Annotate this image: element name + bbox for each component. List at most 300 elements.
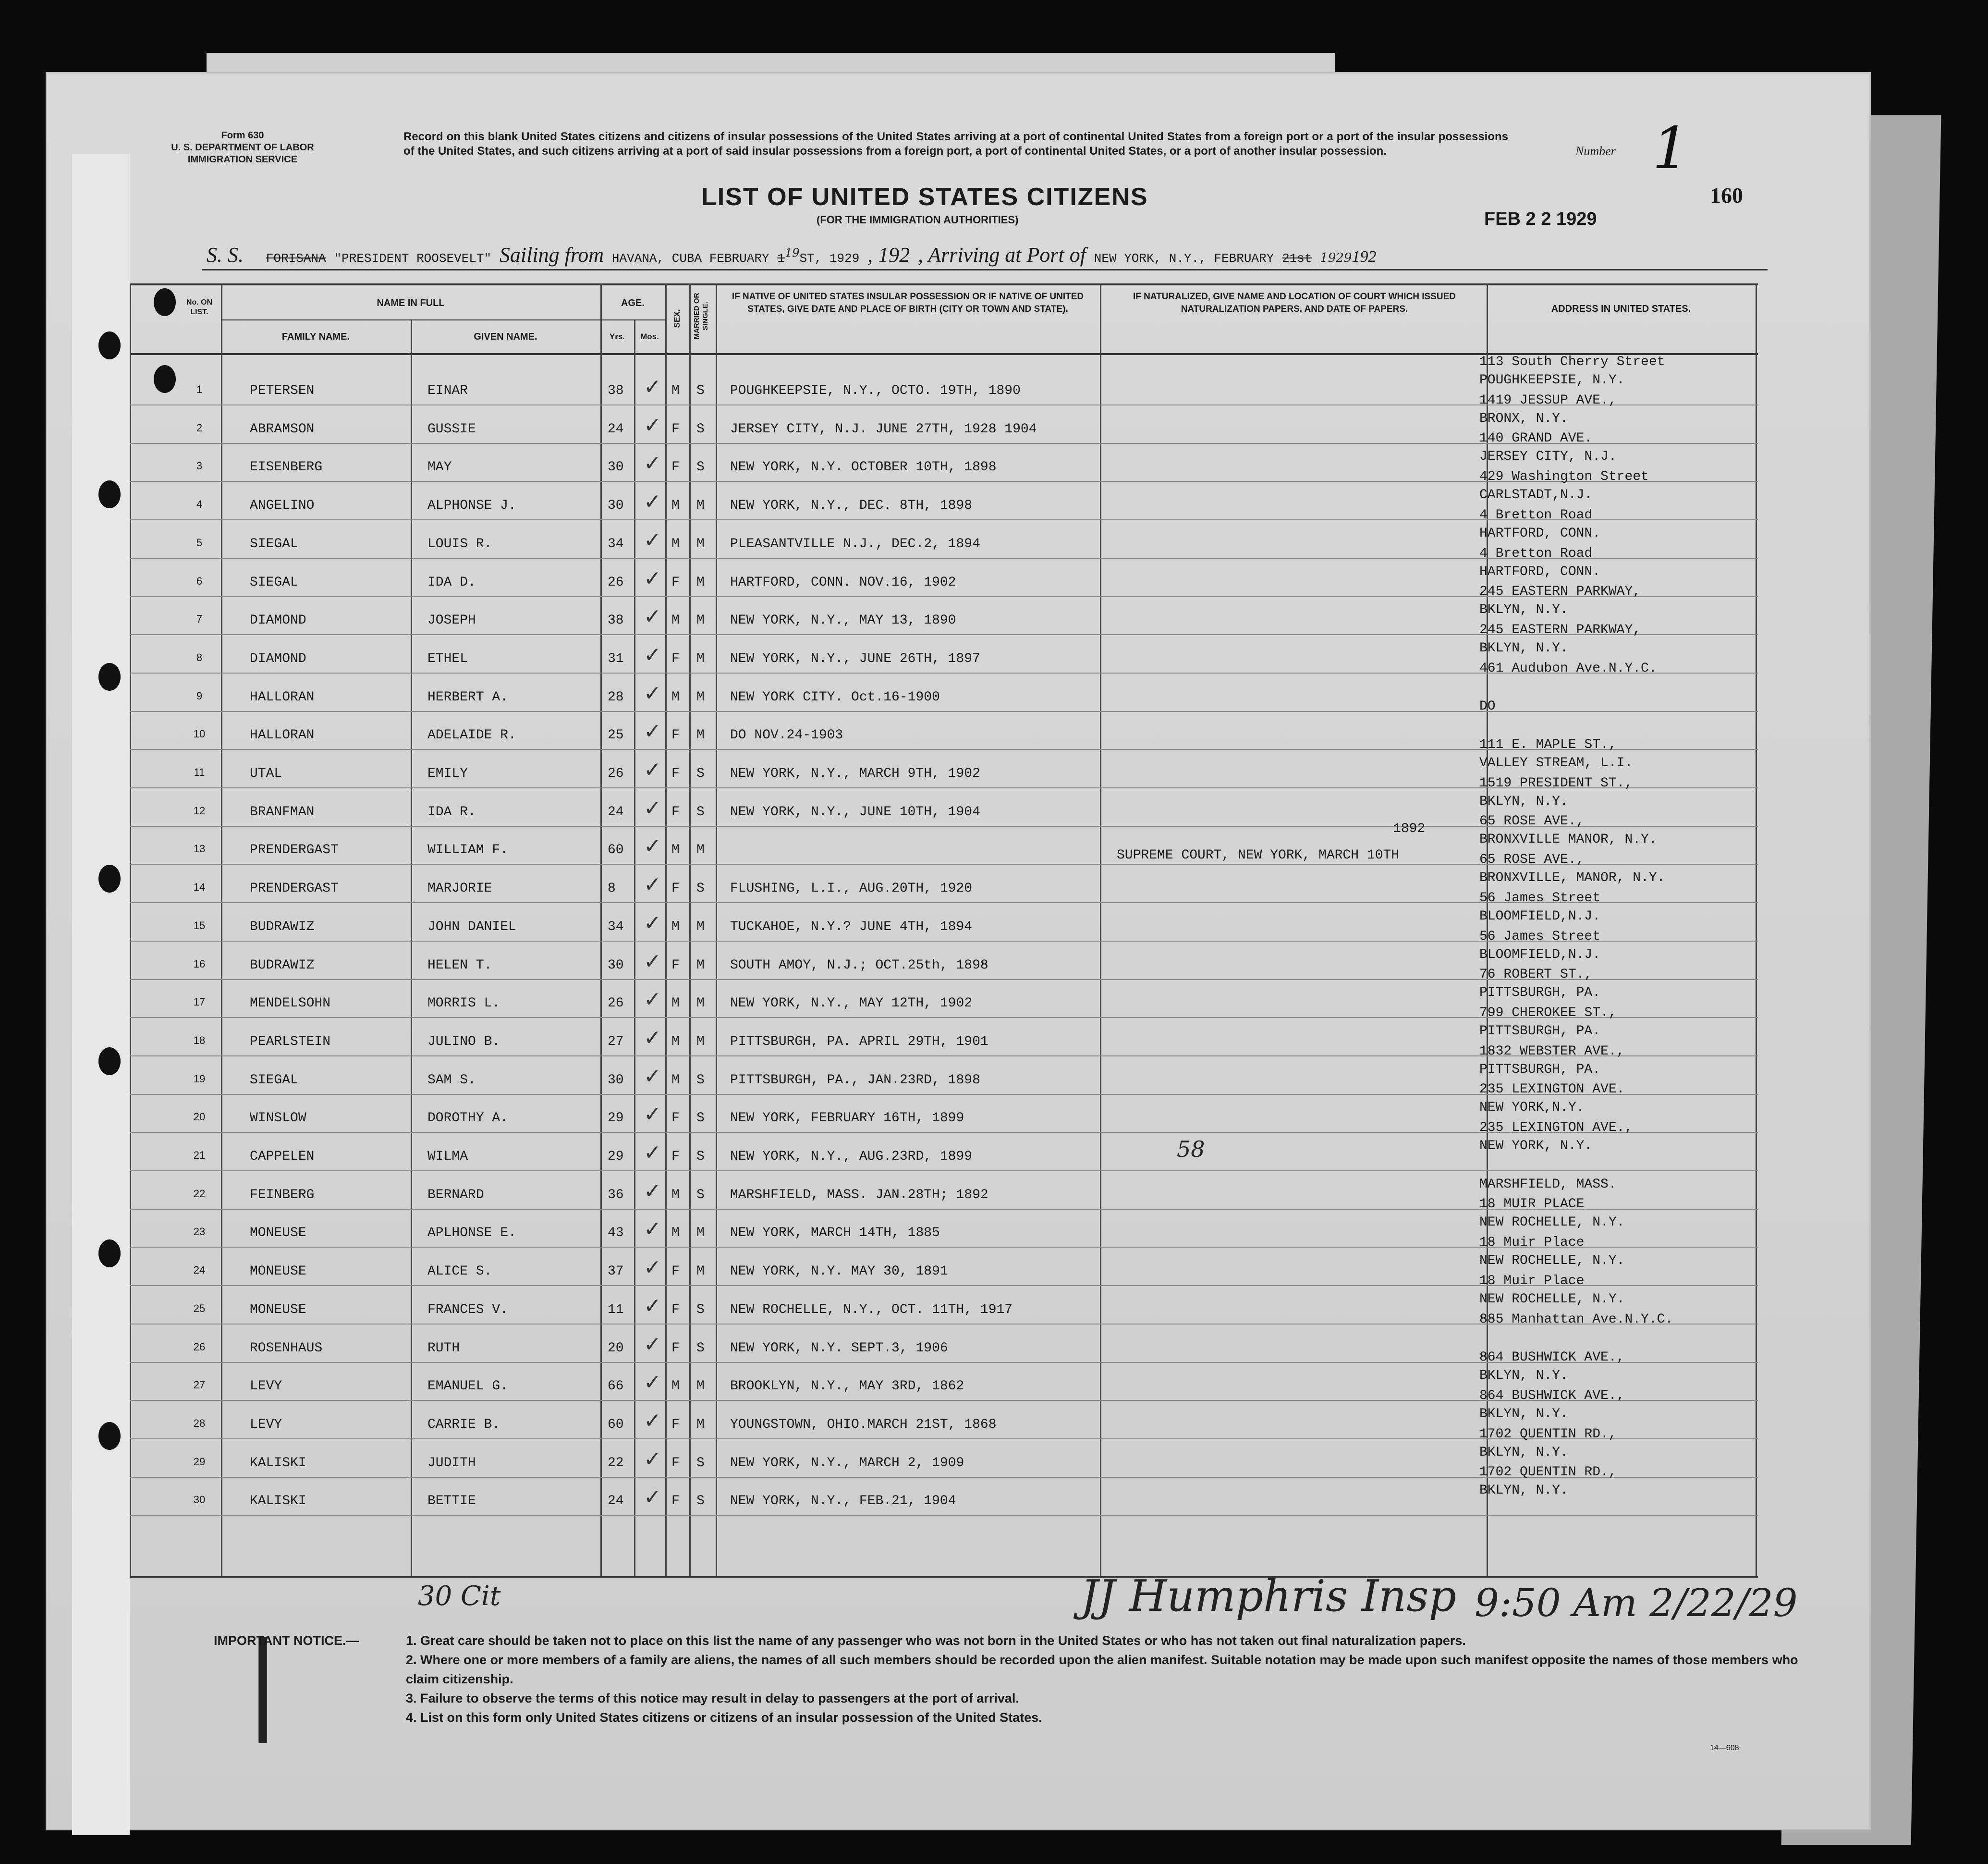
sex: F — [671, 957, 680, 973]
service: IMMIGRATION SERVICE — [187, 154, 298, 165]
check-mark-icon: ✓ — [644, 987, 661, 1012]
family-name: MONEUSE — [250, 1226, 306, 1241]
address-line-1: 799 CHEROKEE ST., — [1479, 1005, 1617, 1020]
sailing-day-struck: 1 — [777, 251, 785, 266]
marital-status: M — [696, 996, 705, 1011]
address-line-1: 18 Muir Place — [1479, 1235, 1585, 1251]
family-name: DIAMOND — [250, 651, 306, 666]
header-yrs: Yrs. — [609, 332, 625, 341]
age-years: 29 — [608, 1111, 624, 1126]
age-years: 30 — [608, 1072, 624, 1088]
birth-date-place: NEW YORK, N.Y. SEPT.3, 1906 — [730, 1340, 948, 1356]
check-mark-icon: ✓ — [644, 1102, 661, 1127]
birth-date-place: PITTSBURGH, PA. APRIL 29TH, 1901 — [730, 1034, 988, 1049]
address-line-2: PITTSBURGH, PA. — [1479, 1062, 1601, 1077]
given-name: EMILY — [427, 766, 468, 781]
sex: F — [671, 728, 680, 743]
given-name: FRANCES V. — [427, 1302, 509, 1317]
list-number: 1 — [1652, 115, 1689, 182]
birth-date-place: TUCKAHOE, N.Y.? JUNE 4TH, 1894 — [730, 919, 973, 934]
given-name: ALPHONSE J. — [427, 498, 516, 514]
row-number: 12 — [193, 804, 206, 817]
marital-status: S — [696, 1494, 705, 1509]
birth-date-place: NEW YORK, N.Y., MARCH 9TH, 1902 — [730, 766, 980, 781]
marital-status: S — [696, 804, 705, 820]
citizen-count-handwritten: 30 Cit — [418, 1581, 501, 1612]
check-mark-icon: ✓ — [644, 1332, 661, 1357]
row-number: 28 — [193, 1417, 206, 1429]
sex: F — [671, 766, 680, 781]
address-line-1: 113 South Cherry Street — [1479, 355, 1665, 369]
check-mark-icon: ✓ — [644, 1140, 661, 1165]
sex: F — [671, 1455, 680, 1471]
age-years: 60 — [608, 1417, 624, 1432]
family-name: SIEGAL — [250, 1072, 298, 1088]
punch-hole — [98, 1047, 121, 1075]
check-mark-icon: ✓ — [644, 527, 661, 552]
sex: F — [671, 575, 680, 590]
table-top-rule — [130, 283, 1758, 285]
sex: F — [671, 1340, 680, 1356]
marital-status: M — [696, 1379, 705, 1394]
sex: F — [671, 1302, 680, 1317]
address-line-1: 1702 QUENTIN RD., — [1479, 1465, 1617, 1480]
row-number: 26 — [193, 1340, 206, 1353]
birth-date-place: NEW YORK, N.Y., MAY 12TH, 1902 — [730, 996, 973, 1011]
address-line-2: BKLYN, N.Y. — [1479, 1445, 1568, 1460]
header-birth: IF NATIVE OF UNITED STATES INSULAR POSSESSION OR IF NATIVE OF UNITED STATES, GIVE DATE AND PLACE OF BIRTH (CITY OR TOWN AND STATE). — [732, 292, 1084, 314]
address-line-1: 4 Bretton Road — [1479, 546, 1593, 561]
col-divider — [716, 283, 717, 1576]
address-line-2: NEW ROCHELLE, N.Y. — [1479, 1253, 1625, 1269]
check-mark-icon: ✓ — [644, 1025, 661, 1050]
title-rule — [202, 269, 1768, 270]
age-years: 26 — [608, 766, 624, 781]
address-line-2: PITTSBURGH, PA. — [1479, 985, 1601, 1001]
age-years: 30 — [608, 460, 624, 475]
marital-status: M — [696, 1226, 705, 1241]
check-mark-icon: ✓ — [644, 1408, 661, 1433]
sex: F — [671, 1111, 680, 1126]
row-number: 30 — [193, 1494, 206, 1506]
address-line-2: BKLYN, N.Y. — [1479, 602, 1568, 618]
sex: F — [671, 460, 680, 475]
marital-status: M — [696, 728, 705, 743]
address-line-1: 1702 QUENTIN RD., — [1479, 1426, 1617, 1442]
address-line-1: DO — [1479, 699, 1496, 714]
header-no: No. ON LIST. — [186, 298, 213, 316]
address-line-2: NEW ROCHELLE, N.Y. — [1479, 1291, 1625, 1307]
sailing-from: HAVANA, CUBA FEBRUARY — [611, 251, 769, 266]
row-number: 8 — [196, 651, 203, 663]
address-line-2: JERSEY CITY, N.J. — [1479, 449, 1617, 465]
marital-status: S — [696, 1340, 705, 1356]
row-number: 9 — [196, 689, 203, 702]
sex: F — [671, 651, 680, 666]
birth-date-place: BROOKLYN, N.Y., MAY 3RD, 1862 — [730, 1379, 964, 1394]
age-years: 28 — [608, 689, 624, 705]
family-name: SIEGAL — [250, 536, 298, 552]
number-label: Number — [1575, 144, 1616, 158]
marital-status: M — [696, 498, 705, 514]
address-line-2: NEW ROCHELLE, N.Y. — [1479, 1215, 1625, 1230]
row-number: 10 — [193, 728, 206, 740]
family-name: FEINBERG — [250, 1187, 315, 1202]
family-name: BRANFMAN — [250, 804, 315, 820]
family-name: CAPPELEN — [250, 1149, 315, 1164]
given-name: HELEN T. — [427, 957, 492, 973]
check-mark-icon: ✓ — [644, 490, 661, 515]
birth-date-place: FLUSHING, L.I., AUG.20TH, 1920 — [730, 881, 973, 896]
age-years: 43 — [608, 1226, 624, 1241]
punch-hole — [98, 480, 121, 508]
birth-date-place: NEW YORK CITY. Oct.16-1900 — [730, 689, 940, 705]
given-name: CARRIE B. — [427, 1417, 500, 1432]
family-name: HALLORAN — [250, 689, 315, 705]
family-name: PRENDERGAST — [250, 843, 339, 858]
row-number: 22 — [193, 1187, 206, 1200]
sex: M — [671, 1187, 680, 1202]
sex: F — [671, 1417, 680, 1432]
notice-items — [406, 1631, 1799, 1727]
check-mark-icon: ✓ — [644, 1255, 661, 1280]
punch-hole — [154, 365, 176, 393]
header-address: ADDRESS IN UNITED STATES. — [1551, 304, 1691, 314]
sex: M — [671, 383, 680, 398]
check-mark-icon: ✓ — [644, 375, 661, 399]
row-number: 6 — [196, 575, 203, 587]
given-name: WILLIAM F. — [427, 843, 509, 858]
date-stamp: FEB 2 2 1929 — [1484, 209, 1597, 229]
sex: F — [671, 1149, 680, 1164]
page-number: 160 — [1710, 183, 1743, 208]
given-name: MARJORIE — [427, 881, 492, 896]
address-line-1: 4 Bretton Road — [1479, 507, 1593, 523]
address-line-1: 864 BUSHWICK AVE., — [1479, 1350, 1625, 1365]
col-divider — [665, 283, 667, 1576]
age-years: 38 — [608, 613, 624, 628]
birth-date-place: NEW ROCHELLE, N.Y., OCT. 11TH, 1917 — [730, 1302, 1013, 1317]
family-name: MONEUSE — [250, 1302, 306, 1317]
address-line-1: 235 LEXINGTON AVE. — [1479, 1082, 1625, 1097]
form-header — [139, 130, 346, 166]
age-years: 22 — [608, 1455, 624, 1471]
age-years: 60 — [608, 843, 624, 858]
age-years: 25 — [608, 728, 624, 743]
marital-status: S — [696, 1455, 705, 1471]
check-mark-icon: ✓ — [644, 566, 661, 591]
col-divider — [411, 319, 412, 1576]
inspector-signature: JJ Humphris Insp — [1081, 1571, 1457, 1621]
marital-status: S — [696, 881, 705, 896]
age-years: 66 — [608, 1379, 624, 1394]
family-name: SIEGAL — [250, 575, 298, 590]
birth-date-place: DO NOV.24-1903 — [730, 728, 843, 743]
row-number: 1 — [196, 383, 203, 395]
arriving-port: NEW YORK, N.Y., FEBRUARY — [1094, 251, 1274, 266]
family-name: KALISKI — [250, 1455, 306, 1471]
col-divider — [221, 283, 222, 1576]
header-married: MARRIED OR SINGLE. — [693, 293, 709, 340]
check-mark-icon: ✓ — [644, 910, 661, 935]
row-number: 11 — [194, 766, 205, 778]
row-number: 16 — [193, 957, 206, 970]
check-mark-icon: ✓ — [644, 949, 661, 974]
address-line-2: CARLSTADT,N.J. — [1479, 488, 1593, 503]
marital-status: M — [696, 613, 705, 628]
given-name: GUSSIE — [427, 421, 476, 437]
row-number: 7 — [196, 613, 203, 625]
sex: M — [671, 1226, 680, 1241]
address-line-2: HARTFORD, CONN. — [1479, 564, 1601, 579]
age-years: 38 — [608, 383, 624, 398]
age-years: 24 — [608, 421, 624, 437]
given-name: JOHN DANIEL — [427, 919, 516, 934]
row-number: 13 — [193, 843, 206, 855]
naturalization-court: SUPREME COURT, NEW YORK, MARCH 10TH — [1117, 848, 1400, 863]
address-line-2: BKLYN, N.Y. — [1479, 794, 1568, 809]
birth-date-place: PITTSBURGH, PA., JAN.23RD, 1898 — [730, 1072, 980, 1088]
header-naturalized: IF NATURALIZED, GIVE NAME AND LOCATION OF COURT WHICH ISSUED NATURALIZATION PAPERS, AND DATE OF PAPERS. — [1133, 292, 1456, 314]
given-name: IDA R. — [427, 804, 476, 820]
family-name: ANGELINO — [250, 498, 315, 514]
sex: F — [671, 1494, 680, 1509]
age-years: 36 — [608, 1187, 624, 1202]
birth-date-place: YOUNGSTOWN, OHIO.MARCH 21ST, 1868 — [730, 1417, 997, 1432]
family-name: BUDRAWIZ — [250, 919, 315, 934]
page-subtitle: (FOR THE IMMIGRATION AUTHORITIES) — [817, 214, 1019, 226]
address-line-2: BKLYN, N.Y. — [1479, 1368, 1568, 1384]
col-divider — [1756, 283, 1757, 1576]
marital-status: M — [696, 1417, 705, 1432]
header-mos: Mos. — [640, 332, 659, 341]
row-number: 2 — [196, 421, 203, 434]
marital-status: S — [696, 1302, 705, 1317]
family-name: LEVY — [250, 1379, 282, 1394]
given-name: WILMA — [427, 1149, 468, 1164]
given-name: MORRIS L. — [427, 996, 500, 1011]
birth-date-place: NEW YORK, FEBRUARY 16TH, 1899 — [730, 1111, 964, 1126]
check-mark-icon: ✓ — [644, 834, 661, 859]
arriving-label: , Arriving at Port of — [917, 243, 1086, 267]
sailing-day-rest: ST, 1929 — [799, 251, 860, 266]
birth-date-place: NEW YORK, N.Y., FEB.21, 1904 — [730, 1494, 956, 1509]
check-mark-icon: ✓ — [644, 1293, 661, 1318]
check-mark-icon: ✓ — [644, 1485, 661, 1510]
check-mark-icon: ✓ — [644, 872, 661, 897]
col-divider — [1100, 283, 1101, 1576]
age-years: 8 — [608, 881, 616, 896]
address-line-1: 65 ROSE AVE., — [1479, 814, 1585, 829]
address-line-2: BLOOMFIELD,N.J. — [1479, 947, 1601, 962]
age-years: 29 — [608, 1149, 624, 1164]
check-mark-icon: ✓ — [644, 1447, 661, 1472]
age-years: 11 — [608, 1302, 624, 1317]
address-line-1: 245 EASTERN PARKWAY, — [1479, 622, 1641, 638]
address-line-1: 864 BUSHWICK AVE., — [1479, 1388, 1625, 1403]
printer-mark: 14—608 — [1710, 1744, 1739, 1752]
family-name: PRENDERGAST — [250, 881, 339, 896]
family-name: DIAMOND — [250, 613, 306, 628]
family-name: ROSENHAUS — [250, 1340, 323, 1356]
marital-status: M — [696, 957, 705, 973]
header-age: AGE. — [621, 298, 645, 308]
marital-status: S — [696, 1149, 705, 1164]
address-line-1: 76 ROBERT ST., — [1479, 967, 1593, 982]
row-number: 17 — [193, 996, 206, 1008]
notice-label: IMPORTANT NOTICE.— — [214, 1633, 359, 1648]
page-title: LIST OF UNITED STATES CITIZENS — [701, 183, 1148, 211]
notice-item-3: 3. Failure to observe the terms of this notice may result in delay to passengers at the port of arrival. — [406, 1691, 1019, 1705]
marital-status: S — [696, 1111, 705, 1126]
check-mark-icon: ✓ — [644, 681, 661, 706]
punch-hole — [154, 288, 176, 316]
given-name: HERBERT A. — [427, 689, 509, 705]
age-years: 26 — [608, 575, 624, 590]
check-mark-icon: ✓ — [644, 451, 661, 476]
family-name: LEVY — [250, 1417, 282, 1432]
marital-status: M — [696, 575, 705, 590]
punch-hole — [98, 1422, 121, 1450]
address-line-1: 885 Manhattan Ave.N.Y.C. — [1479, 1312, 1673, 1327]
check-mark-icon: ✓ — [644, 642, 661, 667]
address-line-2: VALLEY STREAM, L.I. — [1479, 756, 1633, 771]
given-name: ETHEL — [427, 651, 468, 666]
given-name: BETTIE — [427, 1494, 476, 1509]
margin-count: 58 — [1177, 1136, 1205, 1162]
marital-status: S — [696, 766, 705, 781]
arriving-year: 1929 — [1320, 251, 1352, 265]
family-name: PEARLSTEIN — [250, 1034, 331, 1049]
check-mark-icon: ✓ — [644, 796, 661, 821]
check-mark-icon: ✓ — [644, 1370, 661, 1395]
header-given: GIVEN NAME. — [474, 331, 537, 342]
age-years: 31 — [608, 651, 624, 666]
family-name: HALLORAN — [250, 728, 315, 743]
sex: M — [671, 843, 680, 858]
row-number: 19 — [193, 1072, 206, 1085]
address-line-1: 1419 JESSUP AVE., — [1479, 392, 1617, 408]
given-name: EMANUEL G. — [427, 1379, 509, 1394]
sex: M — [671, 919, 680, 934]
marital-status: M — [696, 689, 705, 705]
address-line-2: BKLYN, N.Y. — [1479, 1483, 1568, 1498]
row-number: 25 — [193, 1302, 206, 1314]
family-name: KALISKI — [250, 1494, 306, 1509]
row-number: 27 — [193, 1379, 206, 1391]
check-mark-icon: ✓ — [644, 1178, 661, 1203]
sex: M — [671, 498, 680, 514]
age-years: 30 — [608, 498, 624, 514]
given-name: MAY — [427, 460, 452, 475]
address-line-2: PITTSBURGH, PA. — [1479, 1023, 1601, 1039]
given-name: DOROTHY A. — [427, 1111, 509, 1126]
birth-date-place: NEW YORK, MARCH 14TH, 1885 — [730, 1226, 940, 1241]
address-line-1: 56 James Street — [1479, 929, 1601, 944]
voyage-line — [207, 243, 1376, 267]
birth-date-place: NEW YORK, N.Y., AUG.23RD, 1899 — [730, 1149, 973, 1164]
row-number: 14 — [193, 881, 206, 894]
col-divider — [130, 283, 131, 1576]
row-divider — [130, 711, 1758, 712]
family-name: EISENBERG — [250, 460, 323, 475]
arriving-tail: 192 — [1352, 248, 1377, 266]
check-mark-icon: ✓ — [644, 413, 661, 438]
row-number: 18 — [193, 1034, 206, 1046]
marital-status: M — [696, 843, 705, 858]
given-name: SAM S. — [427, 1072, 476, 1088]
sex: M — [671, 1072, 680, 1088]
family-name: MONEUSE — [250, 1264, 306, 1279]
sex: F — [671, 421, 680, 437]
address-line-2: BRONX, N.Y. — [1479, 411, 1568, 426]
birth-date-place: NEW YORK, N.Y. MAY 30, 1891 — [730, 1264, 948, 1279]
marital-status: S — [696, 1072, 705, 1088]
family-name: BUDRAWIZ — [250, 957, 315, 973]
given-name: JULINO B. — [427, 1034, 500, 1049]
birth-date-place: NEW YORK, N.Y., MAY 13, 1890 — [730, 613, 956, 628]
marital-status: M — [696, 919, 705, 934]
birth-date-place: NEW YORK, N.Y., JUNE 26TH, 1897 — [730, 651, 980, 666]
address-line-1: 429 Washington Street — [1479, 469, 1649, 485]
ship-name: "PRESIDENT ROOSEVELT" — [334, 251, 492, 266]
marital-status: M — [696, 651, 705, 666]
age-years: 20 — [608, 1340, 624, 1356]
given-name: EINAR — [427, 383, 468, 398]
address-line-1: 18 MUIR PLACE — [1479, 1197, 1585, 1212]
sex: M — [671, 1379, 680, 1394]
marital-status: M — [696, 536, 705, 552]
marital-status: S — [696, 460, 705, 475]
birth-date-place: MARSHFIELD, MASS. JAN.28TH; 1892 — [730, 1187, 988, 1202]
age-years: 37 — [608, 1264, 624, 1279]
address-line-2: NEW YORK, N.Y. — [1479, 1139, 1593, 1153]
family-name: WINSLOW — [250, 1111, 306, 1126]
margin-slash: | — [245, 1620, 281, 1743]
notice-item-1: 1. Great care should be taken not to place on this list the name of any passenger who was not born in the United States or who has not taken out final naturalization papers. — [406, 1633, 1466, 1648]
family-name: MENDELSOHN — [250, 996, 331, 1011]
row-number: 29 — [193, 1455, 206, 1468]
row-number: 24 — [193, 1264, 206, 1276]
punch-hole — [98, 331, 121, 359]
address-line-1: 140 GRAND AVE. — [1479, 431, 1593, 446]
row-number: 23 — [193, 1226, 206, 1238]
given-name: LOUIS R. — [427, 536, 492, 552]
sex: M — [671, 536, 680, 552]
given-name: RUTH — [427, 1340, 460, 1356]
address-line-1: 461 Audubon Ave.N.Y.C. — [1479, 661, 1657, 676]
sex: M — [671, 613, 680, 628]
address-line-1: 18 Muir Place — [1479, 1273, 1585, 1288]
sailing-label: Sailing from — [499, 243, 604, 267]
inspection-time: 9:50 Am 2/22/29 — [1475, 1581, 1798, 1625]
marital-status: M — [696, 1034, 705, 1049]
birth-date-place: NEW YORK, N.Y. OCTOBER 10TH, 1898 — [730, 460, 997, 475]
address-line-1: 245 EASTERN PARKWAY, — [1479, 584, 1641, 600]
family-name: ABRAMSON — [250, 421, 315, 437]
notice-item-2: 2. Where one or more members of a family are aliens, the names of all such members should be recorded upon the alien manifest. Suitable notation may be made upon such manifest opposite the names of those members who claim citizenship. — [406, 1653, 1798, 1686]
address-line-2: BKLYN, N.Y. — [1479, 1406, 1568, 1422]
col-divider — [600, 283, 602, 1576]
table-bottom-rule — [130, 1576, 1758, 1578]
col-divider — [634, 319, 635, 1576]
birth-date-place: SOUTH AMOY, N.J.; OCT.25th, 1898 — [730, 957, 988, 973]
given-name: ALICE S. — [427, 1264, 492, 1279]
sex: M — [671, 689, 680, 705]
given-name: JOSEPH — [427, 613, 476, 628]
sailing-day-handwritten: 19 — [784, 246, 800, 260]
address-line-2: BRONXVILLE, MANOR, N.Y. — [1479, 871, 1665, 886]
